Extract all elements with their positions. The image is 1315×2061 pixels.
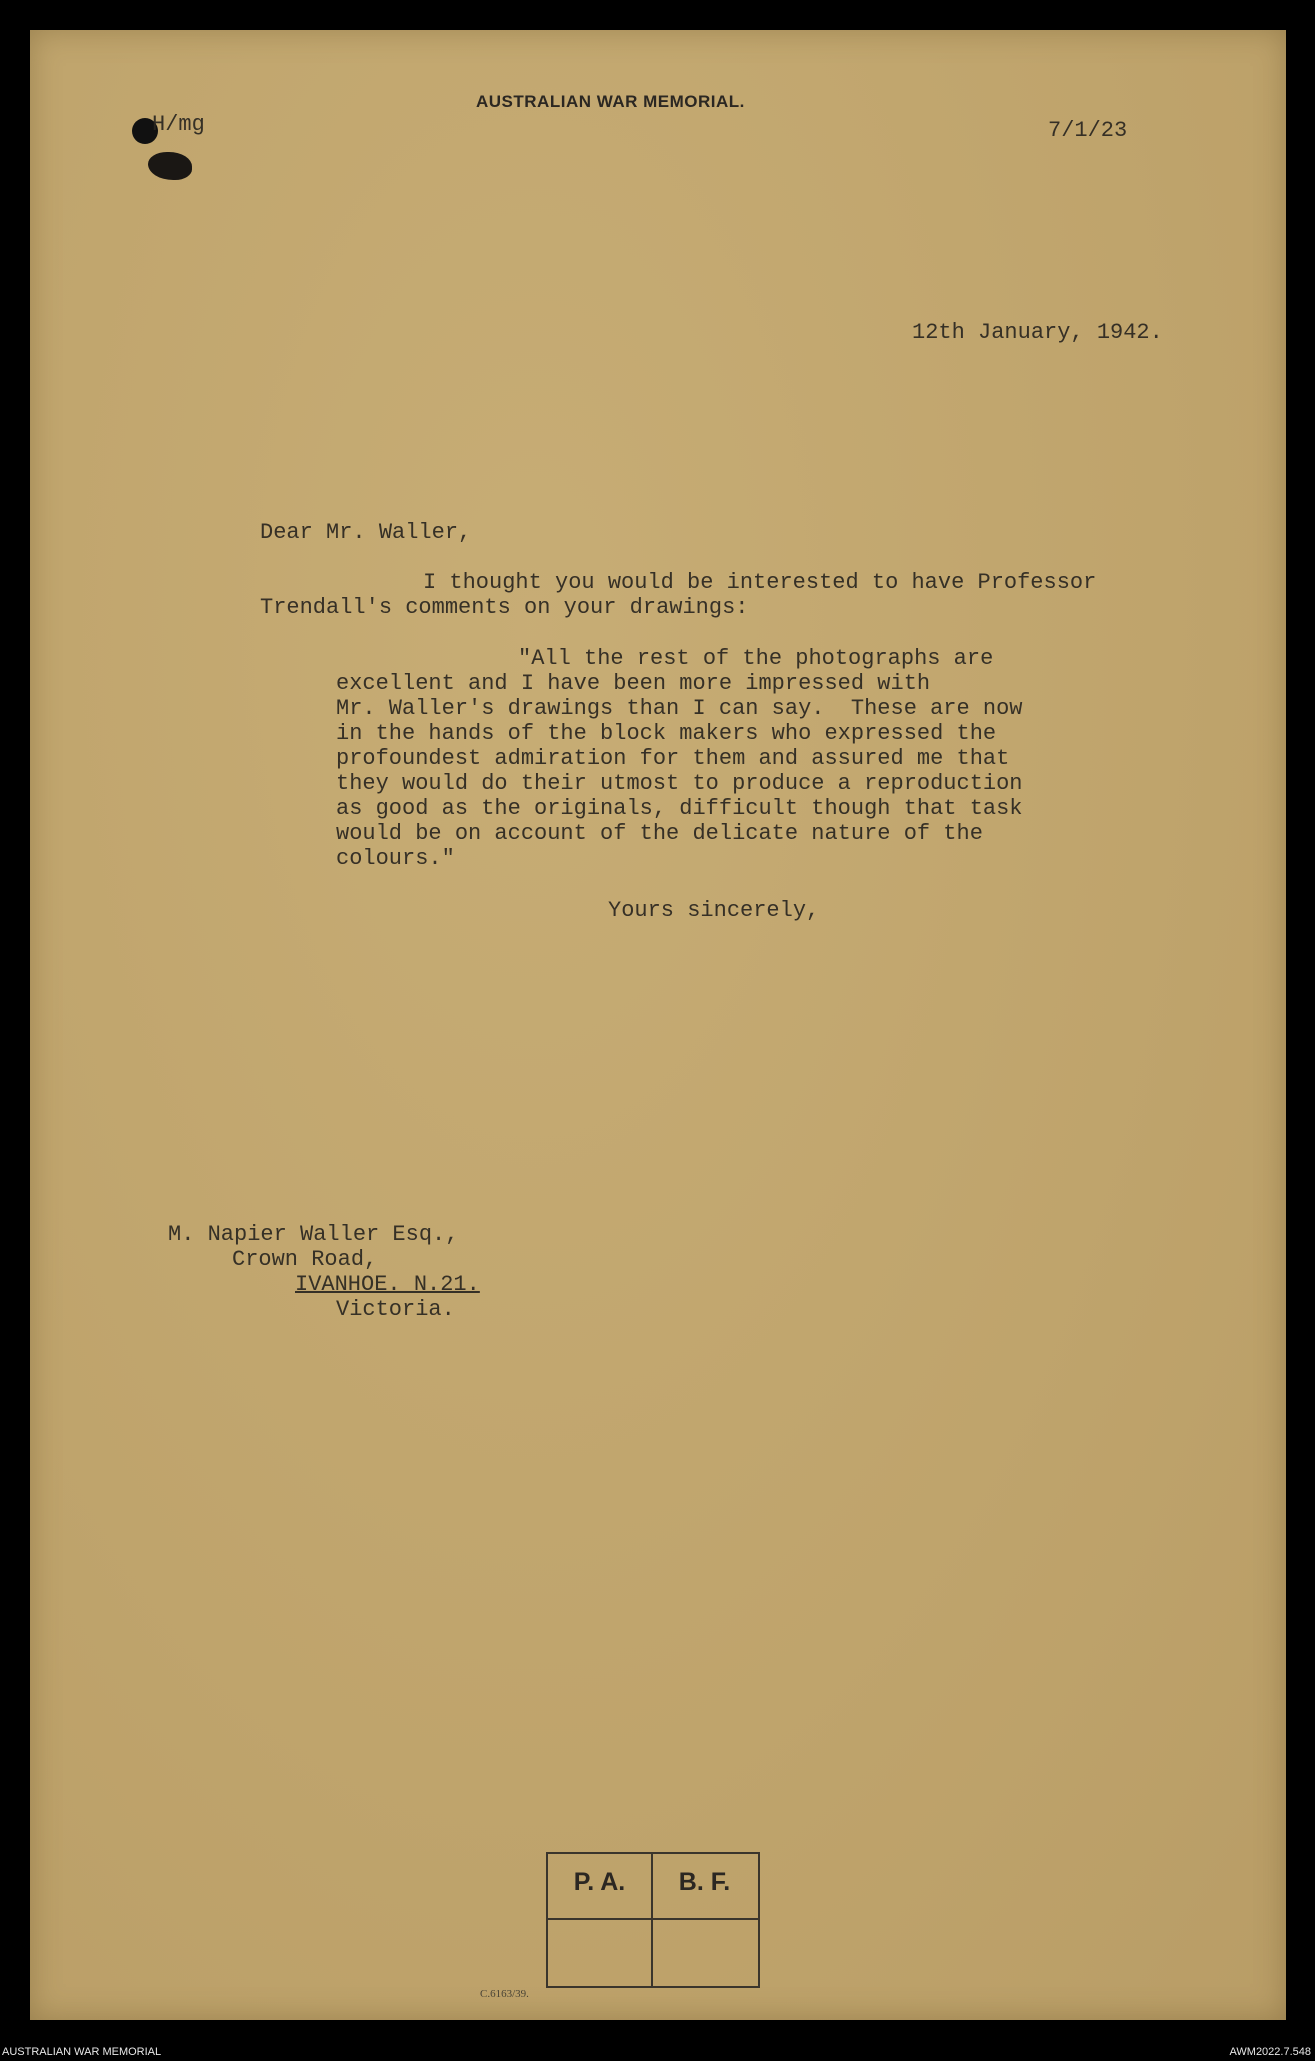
address-state: Victoria. bbox=[336, 1297, 455, 1322]
file-number: 7/1/23 bbox=[1048, 118, 1128, 143]
reference-initials: H/mg bbox=[152, 112, 205, 137]
form-code: C.6163/39. bbox=[480, 1988, 529, 2000]
footer-accession-number: AWM2022.7.548 bbox=[1229, 2046, 1311, 2058]
quote-line: profoundest admiration for them and assured me that bbox=[336, 746, 1010, 771]
closing: Yours sincerely, bbox=[608, 898, 820, 923]
salutation: Dear Mr. Waller, bbox=[260, 520, 472, 545]
stamp-label-pa: P. A. bbox=[573, 1868, 626, 1896]
footer-institution: AUSTRALIAN WAR MEMORIAL bbox=[2, 2046, 162, 2058]
quote-line: in the hands of the block makers who expressed the bbox=[336, 721, 997, 746]
stamp-label-bf: B. F. bbox=[678, 1868, 731, 1896]
address-suburb: IVANHOE. N.21. bbox=[295, 1272, 480, 1297]
quote-line: they would do their utmost to produce a reproduction bbox=[336, 771, 1023, 796]
quote-line: colours." bbox=[336, 846, 455, 871]
letterhead: AUSTRALIAN WAR MEMORIAL. bbox=[476, 92, 745, 111]
intro-line: Trendall's comments on your drawings: bbox=[260, 595, 749, 620]
quote-line: "All the rest of the photographs are bbox=[518, 646, 994, 671]
address-name: M. Napier Waller Esq., bbox=[168, 1222, 459, 1247]
stamp-divider-horizontal bbox=[548, 1918, 758, 1920]
letter-date: 12th January, 1942. bbox=[912, 320, 1163, 345]
quote-line: would be on account of the delicate nature of the bbox=[336, 821, 983, 846]
address-street: Crown Road, bbox=[232, 1247, 378, 1272]
quote-line: as good as the originals, difficult though that task bbox=[336, 796, 1023, 821]
quote-line: Mr. Waller's drawings than I can say. These are now bbox=[336, 696, 1023, 721]
quote-line: excellent and I have been more impressed with bbox=[336, 671, 931, 696]
routing-stamp-box bbox=[546, 1852, 760, 1988]
intro-line: I thought you would be interested to have Professor bbox=[423, 570, 1097, 595]
